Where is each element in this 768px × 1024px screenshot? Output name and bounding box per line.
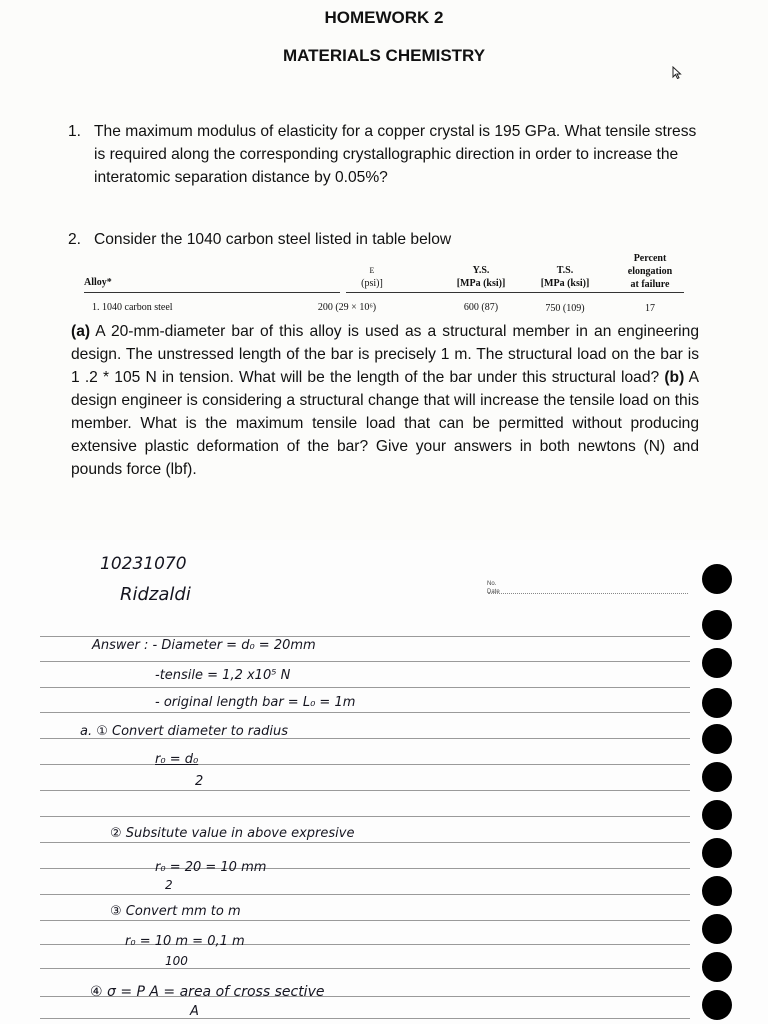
table-cell-ts: 750 (109) <box>545 303 585 314</box>
binder-hole-icon <box>702 952 732 982</box>
ruled-line <box>40 712 690 713</box>
ruled-line <box>40 636 690 637</box>
table-header-ts-unit: [MPa (ksi)] <box>540 278 590 289</box>
answer-line: 2 <box>195 774 204 789</box>
question-text: The maximum modulus of elasticity for a copper crystal is 195 GPa. What tensile stress is required along the corresponding crystallographic direction in order to increase the interatomic separation distance by 0.05%? <box>94 123 697 186</box>
answer-line: a. ① Convert diameter to radius <box>80 724 288 739</box>
ruled-line <box>40 661 690 662</box>
table-cell-alloy: 1. 1040 carbon steel <box>92 302 173 313</box>
table-header-percent: Percent <box>633 253 667 264</box>
part-b-text: A design engineer is considering a structural change that will increase the tensile load on this member. What is the maximum tensile load that can be permitted without producing extensive plastic deformation of the bar? Give your answers in both newtons (N) and pounds force (lbf). <box>71 369 699 478</box>
table-header-ts: T.S. <box>556 265 574 276</box>
ruled-line <box>40 842 690 843</box>
answer-line: 2 <box>165 878 173 892</box>
table-rule <box>84 292 340 293</box>
question-1 <box>68 120 698 189</box>
binder-hole-icon <box>702 762 732 792</box>
answer-line: A <box>190 1004 199 1019</box>
answer-line: ③ Convert mm to m <box>110 904 241 919</box>
question-2-parts <box>71 320 699 481</box>
binder-hole-icon <box>702 724 732 754</box>
binder-hole-icon <box>702 914 732 944</box>
answer-line: ② Subsitute value in above expresive <box>110 826 355 841</box>
table-header-e-unit: (psi)] <box>361 278 383 289</box>
table-header-alloy: Alloy* <box>84 277 112 288</box>
ruled-line <box>40 1018 690 1019</box>
question-number: 1. <box>68 123 82 140</box>
ruled-line <box>40 894 690 895</box>
answer-line: r₀ = d₀ <box>155 752 199 767</box>
binder-hole-icon <box>702 564 732 594</box>
table-rule <box>346 292 684 293</box>
table-header-elongation: elongation <box>627 266 673 277</box>
question-number: 2. <box>68 231 82 248</box>
binder-hole-icon <box>702 800 732 830</box>
answer-line: -tensile = 1,2 x10⁵ N <box>155 668 291 683</box>
table-header-ys: Y.S. <box>472 265 490 276</box>
date-label: Date <box>487 589 500 595</box>
table-header-e: E <box>369 266 375 275</box>
ruled-line <box>40 790 690 791</box>
student-name: Ridzaldi <box>120 584 191 605</box>
part-a-text: A 20-mm-diameter bar of this alloy is used as a structural member in an engineering design. The unstressed length of the bar is precisely 1 m. The structural load on the bar is 1 .2 * 105 N in tension. What will be the length of the bar under this structural load? <box>71 323 699 386</box>
ruled-line <box>40 920 690 921</box>
binder-hole-icon <box>702 610 732 640</box>
table-header-ys-unit: [MPa (ksi)] <box>456 278 506 289</box>
answer-line: - original length bar = L₀ = 1m <box>155 695 356 710</box>
part-b-label: (b) <box>664 369 685 386</box>
ruled-line <box>40 687 690 688</box>
page-subtitle: MATERIALS CHEMISTRY <box>282 46 486 65</box>
answer-line: r₀ = 20 = 10 mm <box>155 860 267 875</box>
no-date-label <box>487 580 500 596</box>
answer-line: ④ σ = P A = area of cross sective <box>90 984 325 1000</box>
no-date-rule <box>488 593 688 595</box>
page-title: HOMEWORK 2 <box>324 8 444 27</box>
binder-hole-icon <box>702 838 732 868</box>
mouse-pointer-icon <box>672 66 682 79</box>
notebook-photo <box>0 540 768 1024</box>
ruled-line <box>40 868 690 869</box>
student-id: 10231070 <box>100 554 187 574</box>
table-cell-e: 200 (29 × 10⁶) <box>317 302 377 313</box>
table-cell-ys: 600 (87) <box>463 302 499 313</box>
ruled-line <box>40 816 690 817</box>
binder-hole-icon <box>702 648 732 678</box>
binder-hole-icon <box>702 990 732 1020</box>
answer-line: 100 <box>165 954 188 968</box>
part-a-label: (a) <box>71 323 91 340</box>
binder-hole-icon <box>702 688 732 718</box>
binder-hole-icon <box>702 876 732 906</box>
ruled-line <box>40 764 690 765</box>
answer-line: r₀ = 10 m = 0,1 m <box>125 934 245 949</box>
ruled-line <box>40 968 690 969</box>
table-cell-percent: 17 <box>645 303 655 314</box>
question-text: Consider the 1040 carbon steel listed in table below <box>94 231 452 248</box>
table-header-at-failure: at failure <box>630 279 670 290</box>
question-2 <box>68 228 698 251</box>
answer-line: Answer : - Diameter = d₀ = 20mm <box>92 638 316 653</box>
no-label: No. <box>487 581 497 587</box>
